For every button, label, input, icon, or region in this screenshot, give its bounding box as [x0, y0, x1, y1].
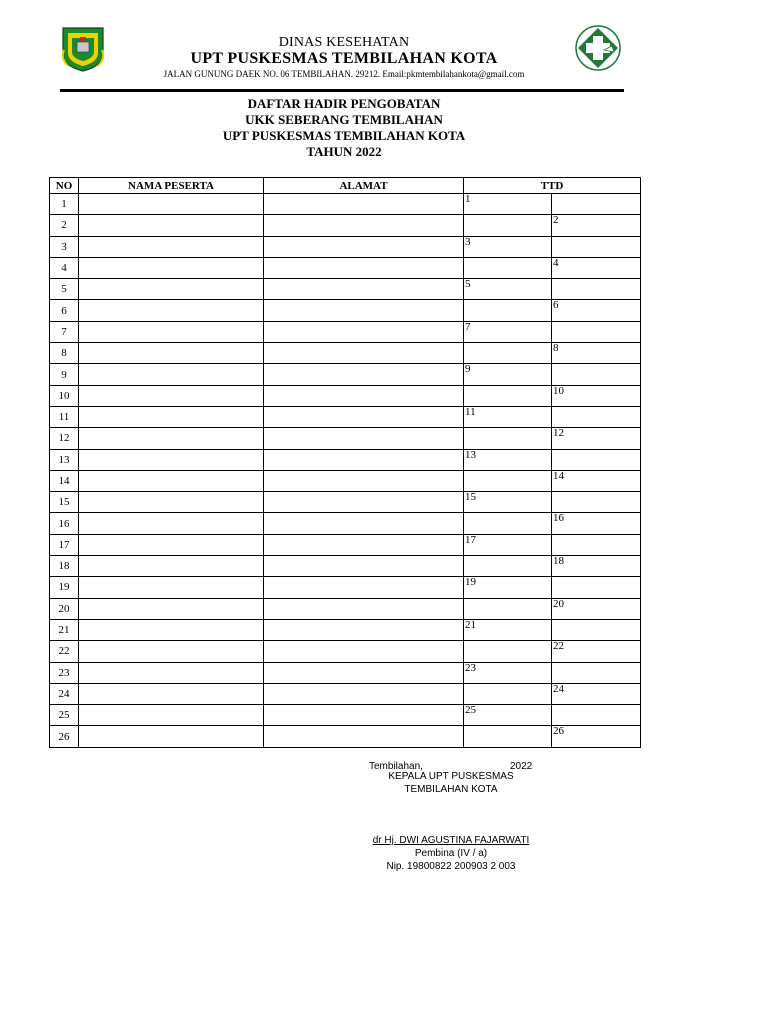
header-address: ALAMAT: [264, 178, 464, 194]
table-row: [50, 641, 641, 662]
signature-number: 22: [553, 640, 564, 653]
signature-cell-right[interactable]: [552, 449, 641, 470]
participant-name-cell[interactable]: [79, 257, 264, 278]
row-number: 5: [50, 279, 79, 300]
row-number: 10: [50, 385, 79, 406]
participant-name-cell[interactable]: [79, 236, 264, 257]
participant-address-cell[interactable]: [264, 343, 464, 364]
signature-number: 13: [465, 448, 476, 461]
participant-address-cell[interactable]: [264, 705, 464, 726]
row-number: 6: [50, 300, 79, 321]
row-number: 19: [50, 577, 79, 598]
table-row: [50, 406, 641, 427]
signature-number: 3: [465, 235, 471, 248]
signature-place: Tembilahan,: [369, 761, 423, 772]
signature-number: 9: [465, 363, 471, 376]
table-row: [50, 364, 641, 385]
table-row: [50, 492, 641, 513]
row-number: 25: [50, 705, 79, 726]
row-number: 9: [50, 364, 79, 385]
signature-number: 15: [465, 491, 476, 504]
signatory-nip: Nip. 19800822 200903 2 003: [386, 861, 516, 872]
row-number: 7: [50, 321, 79, 342]
signature-cell-left[interactable]: [464, 385, 552, 406]
table-row: [50, 726, 641, 747]
table-row: [50, 300, 641, 321]
row-number: 14: [50, 470, 79, 491]
participant-name-cell[interactable]: [79, 641, 264, 662]
participant-address-cell[interactable]: [264, 300, 464, 321]
table-row: [50, 215, 641, 236]
signature-number: 2: [553, 214, 559, 227]
participant-address-cell[interactable]: [264, 534, 464, 555]
signature-cell-right[interactable]: [552, 428, 641, 449]
signature-number: 7: [465, 320, 471, 333]
signature-number: 6: [553, 299, 559, 312]
signature-number: 17: [465, 533, 476, 546]
row-number: 21: [50, 619, 79, 640]
table-header-row: [50, 178, 641, 194]
signature-cell-right[interactable]: [552, 279, 641, 300]
participant-name-cell[interactable]: [79, 726, 264, 747]
participant-name-cell[interactable]: [79, 215, 264, 236]
signature-number: 23: [465, 661, 476, 674]
participant-address-cell[interactable]: [264, 726, 464, 747]
signature-cell-right[interactable]: [552, 406, 641, 427]
row-number: 24: [50, 683, 79, 704]
row-number: 11: [50, 406, 79, 427]
participant-address-cell[interactable]: [264, 662, 464, 683]
signature-cell-left[interactable]: [464, 279, 552, 300]
signature-number: 26: [553, 725, 564, 738]
participant-address-cell[interactable]: [264, 406, 464, 427]
signature-cell-left[interactable]: [464, 619, 552, 640]
participant-name-cell[interactable]: [79, 343, 264, 364]
signature-cell-right[interactable]: [552, 705, 641, 726]
table-row: [50, 279, 641, 300]
participant-address-cell[interactable]: [264, 619, 464, 640]
participant-name-cell[interactable]: [79, 598, 264, 619]
signature-cell-right[interactable]: [552, 577, 641, 598]
signature-cell-left[interactable]: [464, 406, 552, 427]
header-signature: TTD: [464, 178, 641, 194]
signature-number: 18: [553, 555, 564, 568]
participant-name-cell[interactable]: [79, 279, 264, 300]
table-row: [50, 449, 641, 470]
participant-address-cell[interactable]: [264, 449, 464, 470]
signature-cell-right[interactable]: [552, 194, 641, 215]
signature-cell-right[interactable]: [552, 598, 641, 619]
signature-cell-right[interactable]: [552, 683, 641, 704]
signature-cell-right[interactable]: [552, 513, 641, 534]
title-line-1: DAFTAR HADIR PENGOBATAN: [247, 96, 441, 111]
table-row: [50, 385, 641, 406]
table-row: [50, 194, 641, 215]
participant-name-cell[interactable]: [79, 556, 264, 577]
participant-name-cell[interactable]: [79, 321, 264, 342]
signatory-position-1: KEPALA UPT PUSKESMAS: [388, 771, 514, 782]
participant-name-cell[interactable]: [79, 705, 264, 726]
signature-cell-right[interactable]: [552, 364, 641, 385]
signature-cell-left[interactable]: [464, 470, 552, 491]
signature-cell-left[interactable]: [464, 343, 552, 364]
row-number: 22: [50, 641, 79, 662]
header-no: NO: [50, 178, 79, 194]
signatory-name: dr Hj. DWI AGUSTINA FAJARWATI: [372, 835, 530, 846]
signature-number: 21: [465, 618, 476, 631]
table-row: [50, 598, 641, 619]
signature-number: 4: [553, 256, 559, 269]
table-row: [50, 619, 641, 640]
institution-address: JALAN GUNUNG DAEK NO. 06 TEMBILAHAN. 29212. Email:pkmtembilahankota@gmail.com: [163, 69, 525, 79]
participant-name-cell[interactable]: [79, 449, 264, 470]
signature-number: 24: [553, 682, 564, 695]
signature-cell-right[interactable]: [552, 641, 641, 662]
signature-cell-right[interactable]: [552, 534, 641, 555]
table-row: [50, 577, 641, 598]
signature-cell-right[interactable]: [552, 470, 641, 491]
row-number: 16: [50, 513, 79, 534]
row-number: 15: [50, 492, 79, 513]
letterhead-divider: [60, 89, 624, 92]
participant-address-cell[interactable]: [264, 257, 464, 278]
table-row: [50, 683, 641, 704]
attendance-table: [49, 177, 641, 748]
signature-number: 16: [553, 512, 564, 525]
signature-number: 25: [465, 704, 476, 717]
participant-name-cell[interactable]: [79, 513, 264, 534]
participant-name-cell[interactable]: [79, 662, 264, 683]
signature-cell-left[interactable]: [464, 449, 552, 470]
signature-cell-left[interactable]: [464, 492, 552, 513]
participant-name-cell[interactable]: [79, 619, 264, 640]
table-row: [50, 428, 641, 449]
signature-cell-right[interactable]: [552, 343, 641, 364]
row-number: 23: [50, 662, 79, 683]
signature-number: 8: [553, 342, 559, 355]
table-row: [50, 662, 641, 683]
table-row: [50, 513, 641, 534]
participant-address-cell[interactable]: [264, 513, 464, 534]
row-number: 3: [50, 236, 79, 257]
participant-name-cell[interactable]: [79, 470, 264, 491]
row-number: 2: [50, 215, 79, 236]
participant-name-cell[interactable]: [79, 300, 264, 321]
participant-name-cell[interactable]: [79, 683, 264, 704]
participant-address-cell[interactable]: [264, 364, 464, 385]
signature-number: 20: [553, 597, 564, 610]
participant-address-cell[interactable]: [264, 598, 464, 619]
participant-address-cell[interactable]: [264, 470, 464, 491]
institution-name: UPT PUSKESMAS TEMBILAHAN KOTA: [190, 50, 498, 67]
participant-address-cell[interactable]: [264, 236, 464, 257]
signature-number: 5: [465, 278, 471, 291]
signature-cell-left[interactable]: [464, 300, 552, 321]
participant-address-cell[interactable]: [264, 215, 464, 236]
title-line-3: UPT PUSKESMAS TEMBILAHAN KOTA: [222, 128, 466, 143]
participant-address-cell[interactable]: [264, 641, 464, 662]
row-number: 13: [50, 449, 79, 470]
table-row: [50, 705, 641, 726]
participant-address-cell[interactable]: [264, 194, 464, 215]
participant-address-cell[interactable]: [264, 556, 464, 577]
participant-address-cell[interactable]: [264, 385, 464, 406]
participant-address-cell[interactable]: [264, 492, 464, 513]
signature-cell-right[interactable]: [552, 236, 641, 257]
table-row: [50, 534, 641, 555]
signature-cell-left[interactable]: [464, 683, 552, 704]
participant-name-cell[interactable]: [79, 194, 264, 215]
signature-cell-left[interactable]: [464, 598, 552, 619]
signature-cell-right[interactable]: [552, 619, 641, 640]
participant-address-cell[interactable]: [264, 279, 464, 300]
agency-name: DINAS KESEHATAN: [278, 35, 410, 50]
signature-cell-left[interactable]: [464, 321, 552, 342]
signature-cell-left[interactable]: [464, 513, 552, 534]
participant-name-cell[interactable]: [79, 406, 264, 427]
signature-number: 12: [553, 427, 564, 440]
signature-cell-left[interactable]: [464, 534, 552, 555]
participant-address-cell[interactable]: [264, 577, 464, 598]
signature-cell-left[interactable]: [464, 215, 552, 236]
signature-number: 14: [553, 469, 564, 482]
table-row: [50, 236, 641, 257]
signature-cell-left[interactable]: [464, 556, 552, 577]
participant-name-cell[interactable]: [79, 492, 264, 513]
signature-cell-left[interactable]: [464, 236, 552, 257]
signature-cell-left[interactable]: [464, 705, 552, 726]
signature-cell-right[interactable]: [552, 556, 641, 577]
participant-address-cell[interactable]: [264, 683, 464, 704]
signature-cell-left[interactable]: [464, 641, 552, 662]
title-line-2: UKK SEBERANG TEMBILAHAN: [245, 112, 443, 127]
signature-cell-left[interactable]: [464, 726, 552, 747]
table-row: [50, 470, 641, 491]
participant-name-cell[interactable]: [79, 428, 264, 449]
participant-name-cell[interactable]: [79, 364, 264, 385]
table-row: [50, 556, 641, 577]
signature-cell-right[interactable]: [552, 385, 641, 406]
signature-number: 19: [465, 576, 476, 589]
row-number: 12: [50, 428, 79, 449]
signatory-rank: Pembina (IV / a): [414, 848, 488, 859]
row-number: 1: [50, 194, 79, 215]
signature-cell-right[interactable]: [552, 215, 641, 236]
signature-cell-right[interactable]: [552, 300, 641, 321]
participant-address-cell[interactable]: [264, 321, 464, 342]
signature-year: 2022: [510, 761, 533, 772]
row-number: 18: [50, 556, 79, 577]
participant-name-cell[interactable]: [79, 577, 264, 598]
participant-name-cell[interactable]: [79, 534, 264, 555]
signature-cell-right[interactable]: [552, 492, 641, 513]
table-row: [50, 321, 641, 342]
row-number: 17: [50, 534, 79, 555]
signature-number: 11: [465, 405, 476, 418]
signature-cell-left[interactable]: [464, 364, 552, 385]
signature-number: 10: [553, 384, 564, 397]
signature-cell-right[interactable]: [552, 726, 641, 747]
row-number: 20: [50, 598, 79, 619]
signature-cell-left[interactable]: [464, 194, 552, 215]
table-row: [50, 343, 641, 364]
signature-cell-left[interactable]: [464, 662, 552, 683]
header-name: NAMA PESERTA: [79, 178, 264, 194]
signature-cell-right[interactable]: [552, 662, 641, 683]
document-title: [0, 96, 688, 160]
signature-cell-left[interactable]: [464, 428, 552, 449]
signature-cell-left[interactable]: [464, 577, 552, 598]
row-number: 4: [50, 257, 79, 278]
signatory-position-2: TEMBILAHAN KOTA: [404, 784, 498, 795]
signature-cell-left[interactable]: [464, 257, 552, 278]
signature-cell-right[interactable]: [552, 257, 641, 278]
row-number: 8: [50, 343, 79, 364]
participant-address-cell[interactable]: [264, 428, 464, 449]
table-body: [50, 194, 641, 748]
participant-name-cell[interactable]: [79, 385, 264, 406]
signature-cell-right[interactable]: [552, 321, 641, 342]
row-number: 26: [50, 726, 79, 747]
title-line-4: TAHUN 2022: [306, 144, 382, 159]
signature-number: 1: [465, 193, 471, 205]
table-row: [50, 257, 641, 278]
